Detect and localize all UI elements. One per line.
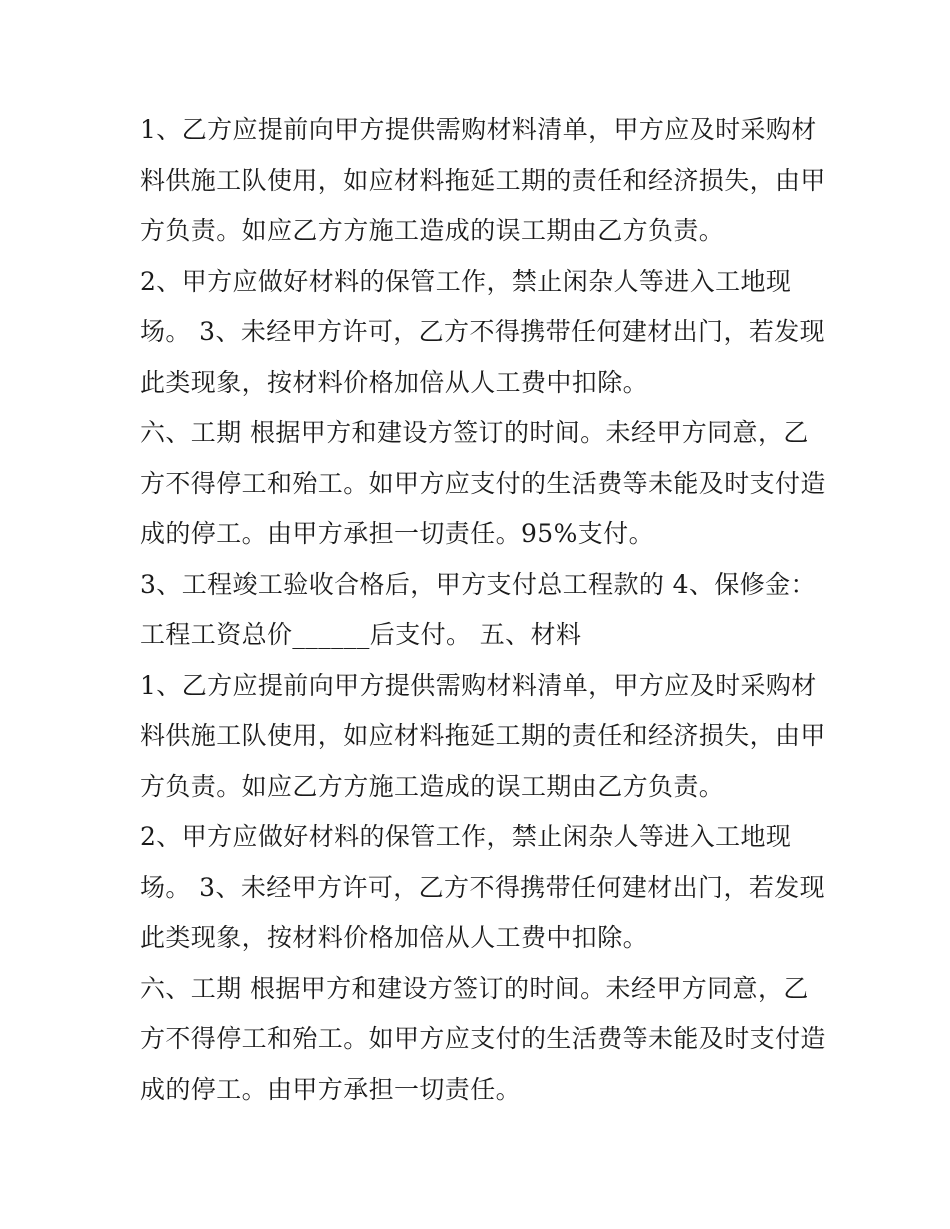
text-line: 3、工程竣工验收合格后，甲方支付总工程款的 4、保修金： (140, 569, 816, 599)
text-line: 工程工资总价______后支付。 五、材料 (140, 620, 582, 649)
text-line: 成的停工。由甲方承担一切责任。 (140, 1074, 522, 1104)
text-line: 2、甲方应做好材料的保管工作，禁止闲杂人等进入工地现 (140, 266, 792, 296)
text-line: 六、工期 根据甲方和建设方签订的时间。未经甲方同意，乙 (140, 418, 809, 447)
text-line: 此类现象，按材料价格加倍从人工费中扣除。 (140, 923, 649, 952)
text-line: 六、工期 根据甲方和建设方签订的时间。未经甲方同意，乙 (140, 973, 809, 1003)
text-line: 2、甲方应做好材料的保管工作，禁止闲杂人等进入工地现 (140, 822, 792, 851)
document-body (140, 105, 830, 1115)
text-line: 方负责。如应乙方方施工造成的误工期由乙方负责。 (140, 771, 725, 801)
text-line: 料供施工队使用，如应材料拖延工期的责任和经济损失，由甲 (140, 165, 826, 195)
text-line: 1、乙方应提前向甲方提供需购材料清单，甲方应及时采购材 (140, 115, 817, 144)
text-line: 成的停工。由甲方承担一切责任。95%支付。 (140, 519, 654, 548)
text-line: 方不得停工和殆工。如甲方应支付的生活费等未能及时支付造 (140, 1024, 826, 1053)
text-line: 1、乙方应提前向甲方提供需购材料清单，甲方应及时采购材 (140, 670, 817, 700)
text-line: 方负责。如应乙方方施工造成的误工期由乙方负责。 (140, 216, 725, 245)
text-line: 方不得停工和殆工。如甲方应支付的生活费等未能及时支付造 (140, 468, 826, 498)
text-line: 场。 3、未经甲方许可，乙方不得携带任何建材出门，若发现 (140, 317, 826, 346)
text-line: 料供施工队使用，如应材料拖延工期的责任和经济损失，由甲 (140, 721, 826, 750)
text-line: 此类现象，按材料价格加倍从人工费中扣除。 (140, 367, 649, 397)
text-line: 场。 3、未经甲方许可，乙方不得携带任何建材出门，若发现 (140, 872, 826, 902)
